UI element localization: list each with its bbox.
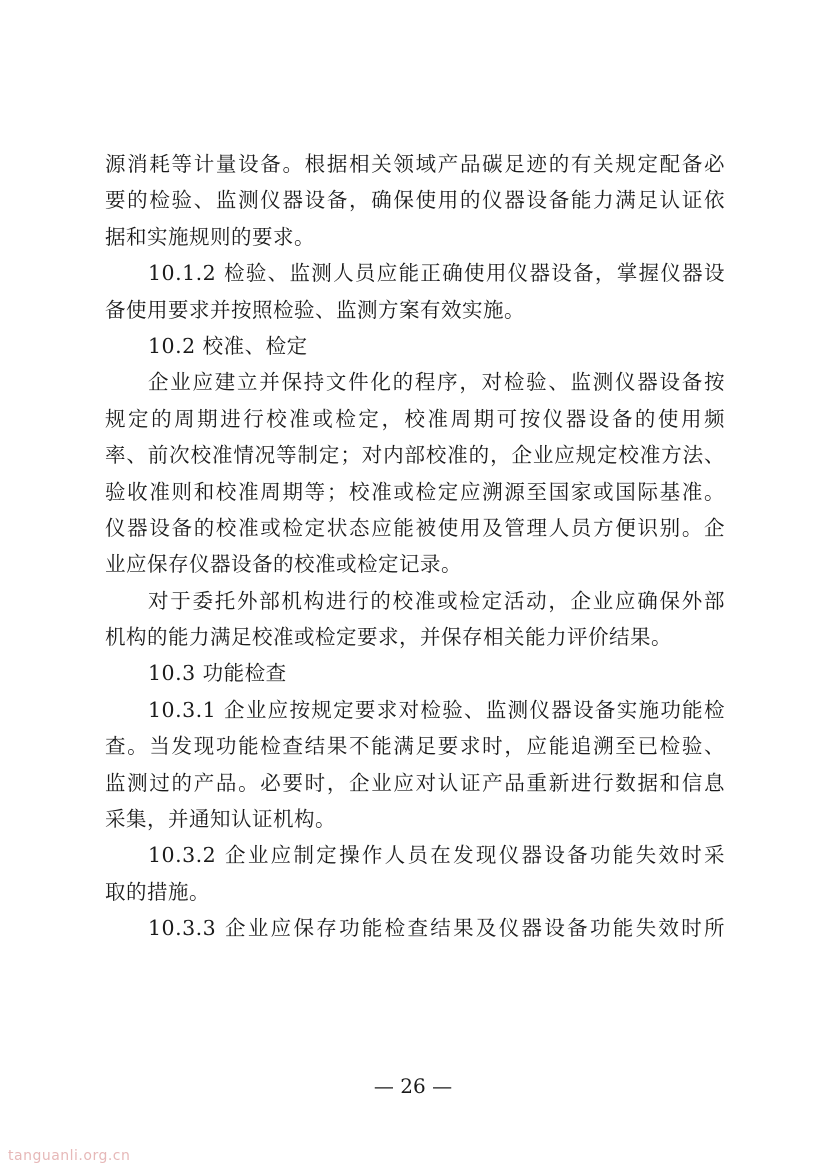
text-line: 取的措施。 — [105, 879, 210, 904]
text-line: 机构的能力满足校准或检定要求，并保存相关能力评价结果。 — [105, 625, 672, 650]
section-heading-10-3: 10.3 功能检查 — [148, 661, 287, 686]
body-text — [105, 146, 725, 947]
text-line: 源消耗等计量设备。根据相关领域产品碳足迹的有关规定配备必 — [105, 152, 725, 176]
clause-10-3-1: 10.3.1 企业应按规定要求对检验、监测仪器设备实施功能检 — [148, 697, 725, 722]
text-line: 业应保存仪器设备的校准或检定记录。 — [105, 552, 462, 577]
text-line: 备使用要求并按照检验、监测方案有效实施。 — [105, 297, 525, 322]
text-line: 率、前次校准情况等制定；对内部校准的，企业应规定校准方法、 — [105, 443, 725, 468]
text-line: 采集，并通知认证机构。 — [105, 807, 336, 832]
text-line: 据和实施规则的要求。 — [105, 224, 315, 249]
page-number: — 26 — — [373, 1074, 453, 1098]
text-line: 对于委托外部机构进行的校准或检定活动，企业应确保外部 — [148, 588, 725, 613]
section-heading-10-2: 10.2 校准、检定 — [148, 333, 308, 358]
clause-10-3-2: 10.3.2 企业应制定操作人员在发现仪器设备功能失效时采 — [148, 843, 725, 868]
text-line: 验收准则和校准周期等；校准或检定应溯源至国家或国际基准。 — [105, 479, 725, 504]
text-line: 仪器设备的校准或检定状态应能被使用及管理人员方便识别。企 — [105, 515, 725, 540]
text-line: 规定的周期进行校准或检定，校准周期可按仪器设备的使用频 — [105, 406, 725, 431]
clause-10-3-3: 10.3.3 企业应保存功能检查结果及仪器设备功能失效时所 — [148, 916, 725, 941]
clause-10-1-2: 10.1.2 检验、监测人员应能正确使用仪器设备，掌握仪器设 — [148, 261, 725, 286]
watermark: tanguanli.org.cn — [8, 1148, 131, 1164]
text-line: 监测过的产品。必要时，企业应对认证产品重新进行数据和信息 — [105, 770, 725, 795]
text-line: 查。当发现功能检查结果不能满足要求时，应能追溯至已检验、 — [105, 734, 725, 759]
text-line: 企业应建立并保持文件化的程序，对检验、监测仪器设备按 — [148, 370, 725, 395]
text-line: 要的检验、监测仪器设备，确保使用的仪器设备能力满足认证依 — [105, 188, 725, 213]
